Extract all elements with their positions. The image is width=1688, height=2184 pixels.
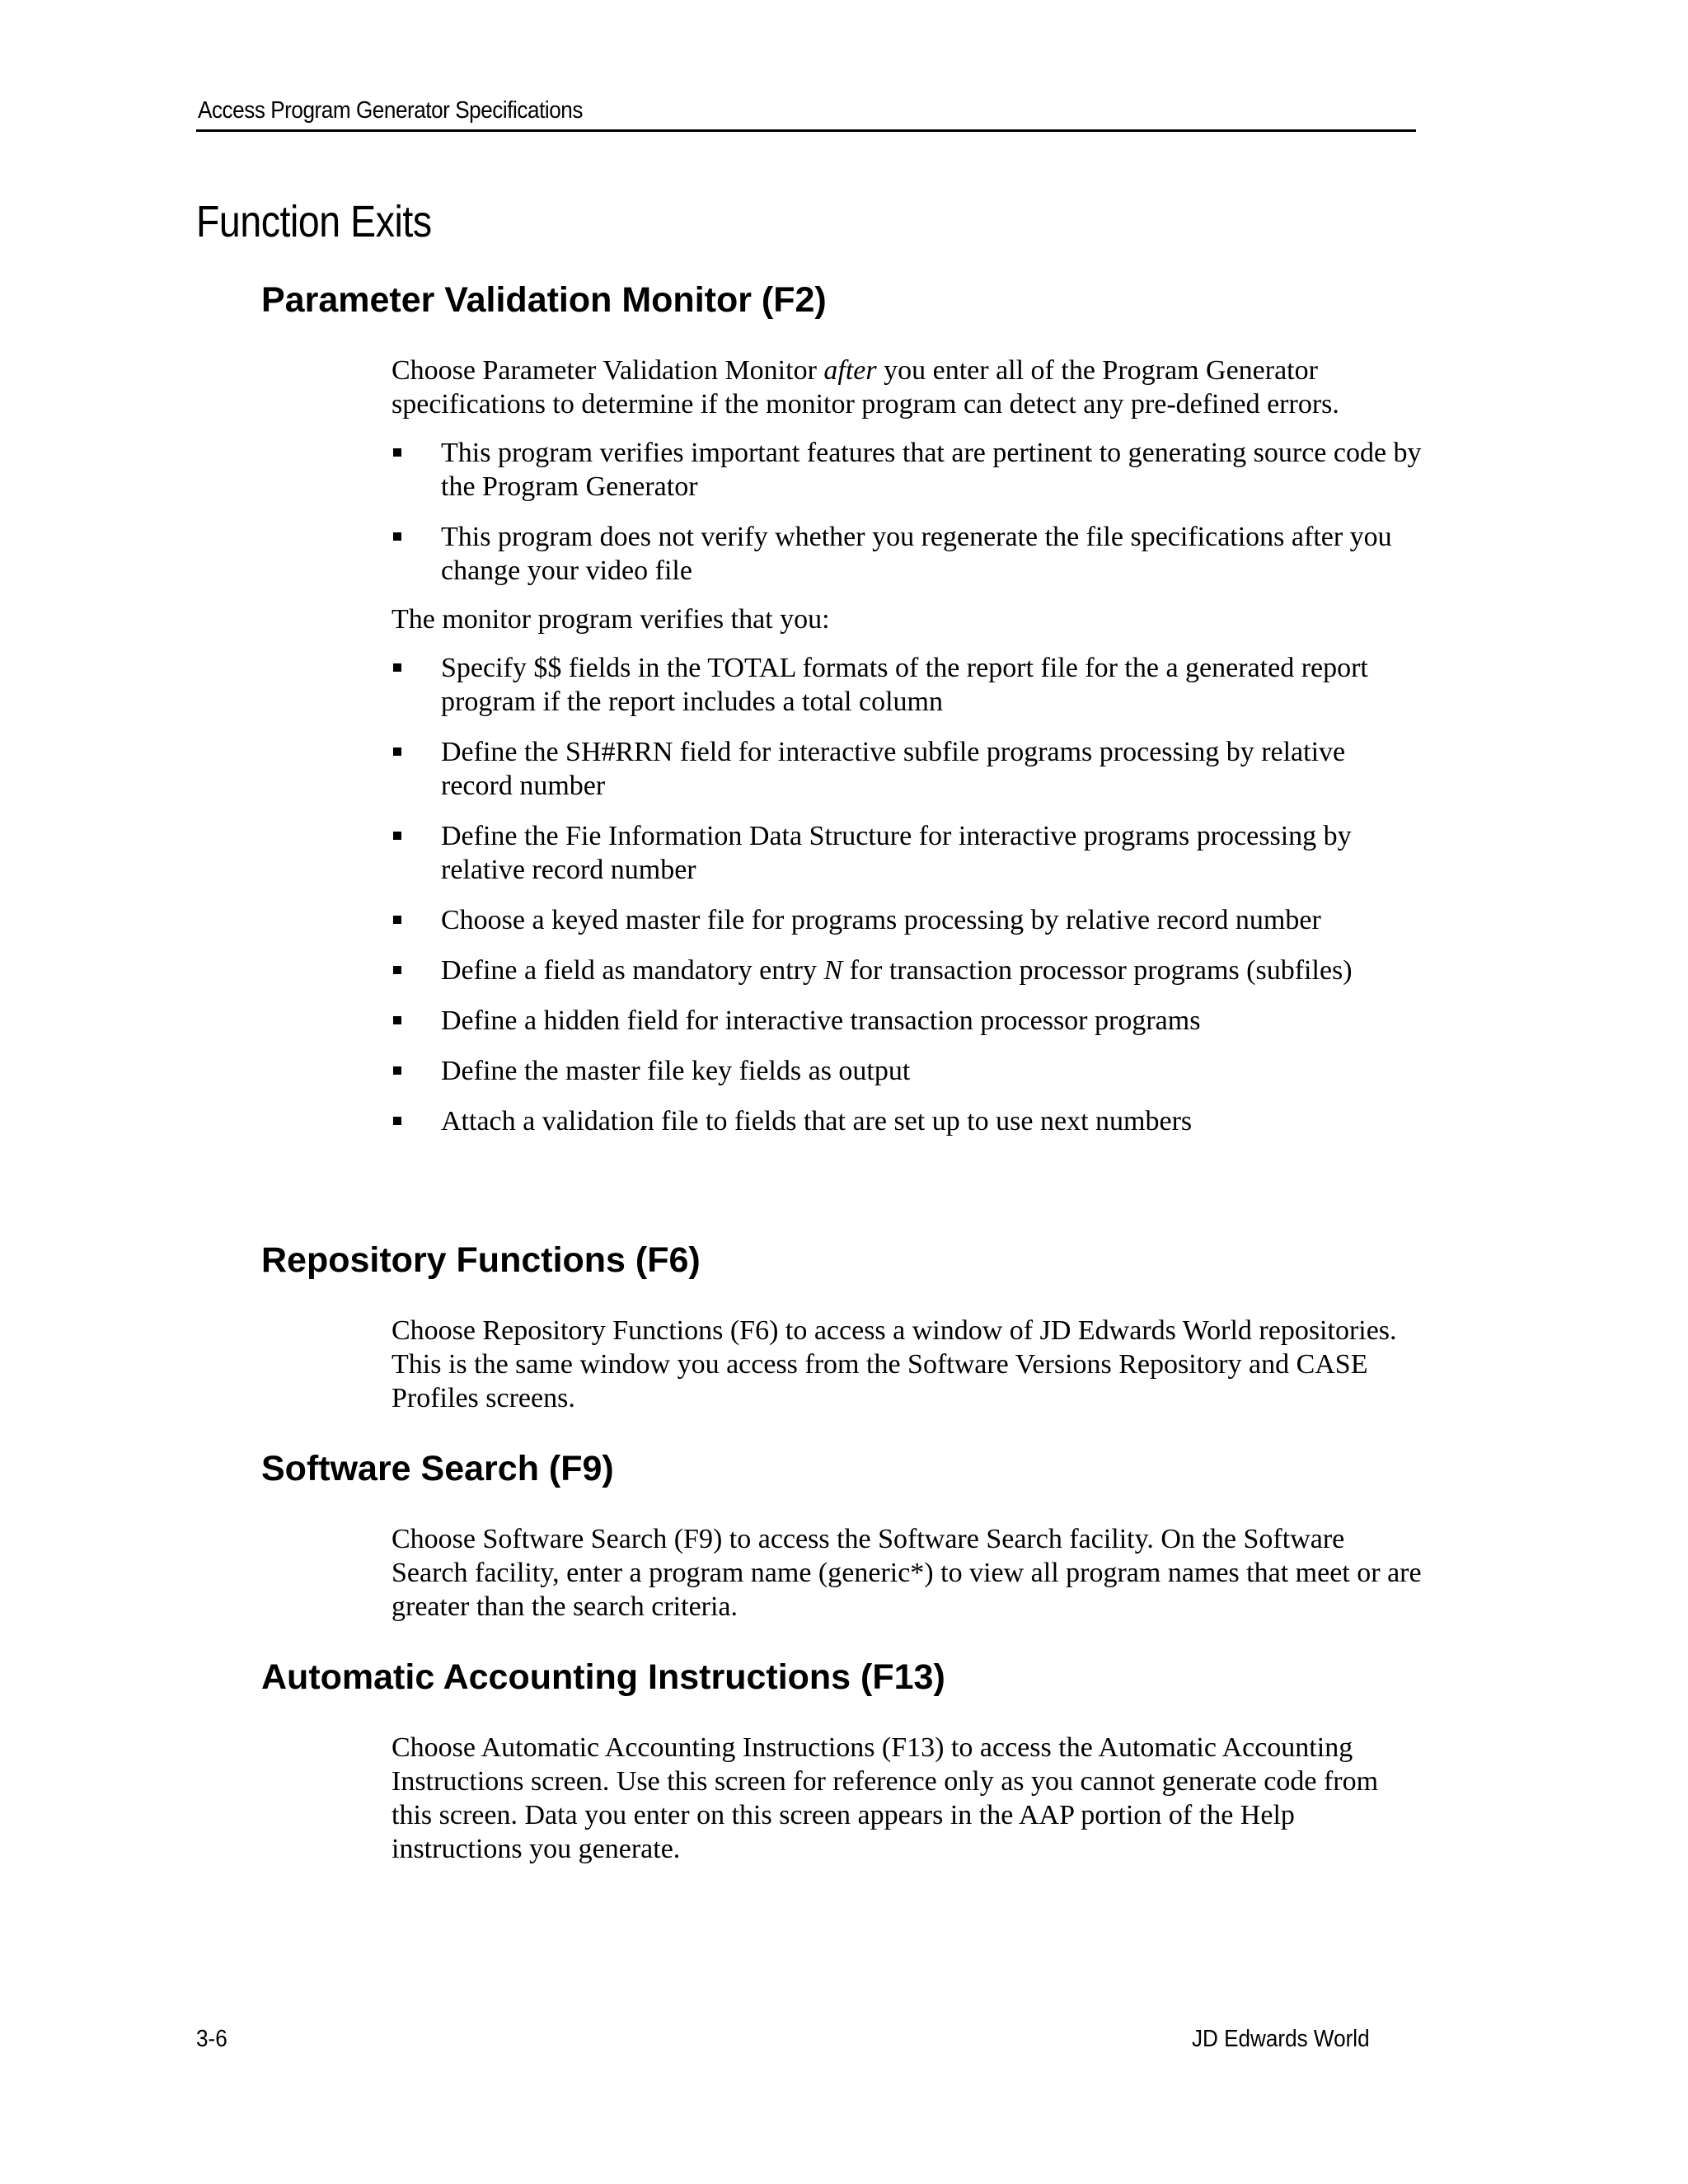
list-item	[392, 1004, 1422, 1038]
running-header: Access Program Generator Specifications	[198, 97, 583, 124]
intro-text: you enter all of the Program Generator specifications to determine if the monitor program can detect any pre-defined errors.	[392, 355, 1339, 419]
section-heading-repository-functions: Repository Functions (F6)	[261, 1240, 701, 1280]
section-body-software-search	[392, 1522, 1422, 1624]
paragraph: Choose Repository Functions (F6) to access a window of JD Edwards World repositories. This is the same window you access from the Software Versions Repository and CASE Profiles screens.	[392, 1315, 1397, 1413]
bullet-icon	[393, 916, 401, 924]
section-heading-software-search: Software Search (F9)	[261, 1449, 614, 1488]
paragraph: Choose Automatic Accounting Instructions (F13) to access the Automatic Accounting Instructions screen. Use this screen for reference only as you cannot generate code from this screen. Data you enter on this screen appears in the AAP portion of the Help instructions you generate.	[392, 1732, 1379, 1864]
bullet-icon	[393, 748, 401, 756]
paragraph: Choose Software Search (F9) to access the Software Search facility. On the Software Search facility, enter a program name (generic*) to view all program names that meet or are greater than the search criteria.	[392, 1524, 1422, 1622]
bullet-icon	[393, 663, 401, 672]
lead-in-paragraph: The monitor program verifies that you:	[392, 604, 830, 635]
bullet-icon	[393, 448, 401, 457]
page-number: 3-6	[196, 2026, 227, 2052]
list-item-text: This program does not verify whether you regenerate the file specifications after you change your video file	[441, 522, 1392, 586]
bullet-icon	[393, 1016, 401, 1024]
bullet-icon	[393, 1117, 401, 1125]
list-item-text: Define a field as mandatory entry	[441, 955, 824, 986]
page-title: Function Exits	[196, 197, 432, 246]
list-item-emphasis: N	[823, 955, 843, 986]
footer-product-name: JD Edwards World	[1192, 2026, 1370, 2052]
list-item	[392, 651, 1422, 719]
list-item-text: Define the SH#RRN field for interactive subfile programs processing by relative record number	[441, 737, 1346, 801]
list-item	[392, 954, 1422, 987]
intro-text: Choose Parameter Validation Monitor	[392, 355, 824, 386]
list-item	[392, 520, 1422, 588]
list-item-text: Choose a keyed master file for programs processing by relative record number	[441, 905, 1321, 935]
section-body-automatic-accounting-instructions	[392, 1731, 1422, 1866]
list-item	[392, 903, 1422, 937]
bullet-list	[392, 436, 1422, 588]
intro-emphasis: after	[823, 355, 877, 386]
list-item-text: Define the Fie Information Data Structure for interactive programs processing by relative record number	[441, 821, 1352, 885]
bullet-list	[392, 651, 1422, 1138]
intro-paragraph	[392, 354, 1422, 421]
bullet-icon	[393, 1066, 401, 1075]
list-item-text: for transaction processor programs (subfiles)	[842, 955, 1353, 986]
section-body-parameter-validation-monitor	[392, 354, 1422, 1138]
list-item	[392, 819, 1422, 887]
section-heading-automatic-accounting-instructions: Automatic Accounting Instructions (F13)	[261, 1657, 945, 1697]
list-item-text: Specify $$ fields in the TOTAL formats of the report file for the a generated report program if the report includes a total column	[441, 653, 1368, 717]
list-item-text: Attach a validation file to fields that are set up to use next numbers	[441, 1106, 1193, 1137]
list-item-text: Define the master file key fields as output	[441, 1056, 911, 1086]
list-item	[392, 735, 1422, 803]
section-heading-parameter-validation-monitor: Parameter Validation Monitor (F2)	[261, 280, 827, 320]
bullet-icon	[393, 532, 401, 541]
list-item	[392, 1104, 1422, 1138]
list-item	[392, 436, 1422, 504]
list-item-text: Define a hidden field for interactive transaction processor programs	[441, 1005, 1201, 1036]
list-item	[392, 1054, 1422, 1088]
section-body-repository-functions	[392, 1314, 1422, 1415]
bullet-icon	[393, 966, 401, 974]
header-rule	[196, 129, 1416, 132]
list-item-text: This program verifies important features that are pertinent to generating source code by the Program Generator	[441, 438, 1422, 502]
bullet-icon	[393, 832, 401, 840]
